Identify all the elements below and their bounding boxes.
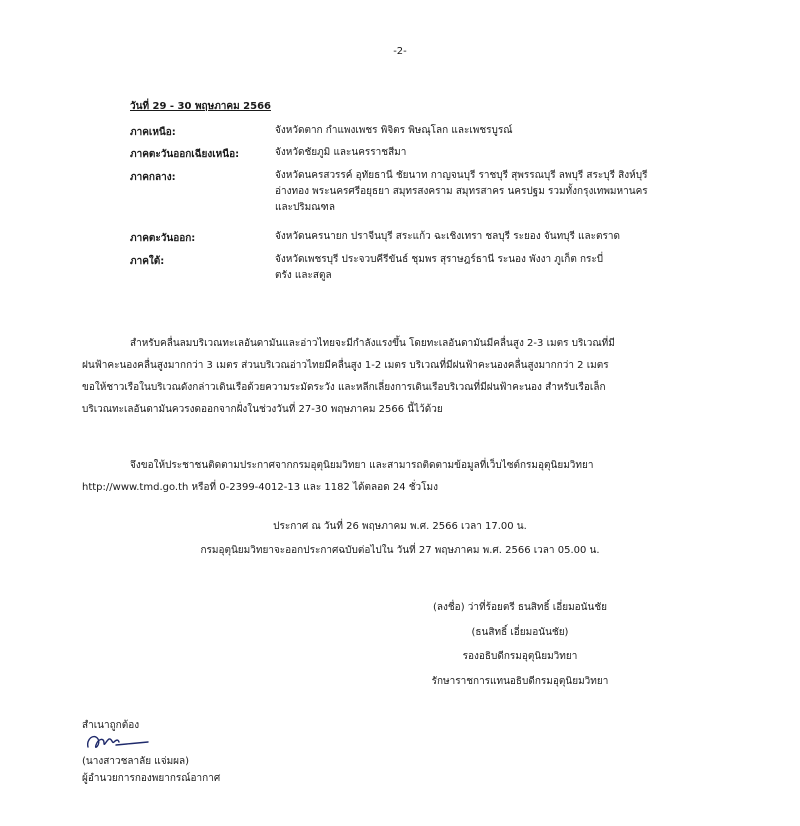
region-label-east: ภาคตะวันออก: bbox=[130, 233, 196, 244]
region-line: จังหวัดเพชรบุรี ประจวบคีรีขันธ์ ชุมพร สุราษฎร์ธานี ระนอง พังงา ภูเก็ต กระบี่ bbox=[275, 254, 604, 265]
region-label-central: ภาคกลาง: bbox=[130, 172, 176, 183]
signatory-title: รองอธิบดีกรมอุตุนิยมวิทยา bbox=[462, 651, 578, 662]
contact-paragraph bbox=[82, 455, 772, 499]
paragraph-line: บริเวณทะเลอันดามันควรงดออกจากฝั่งในช่วงวันที่ 27-30 พฤษภาคม 2566 นี้ไว้ด้วย bbox=[82, 404, 443, 415]
region-line: จังหวัดนครนายก ปราจีนบุรี สระแก้ว ฉะเชิงเทรา ชลบุรี ระยอง จันทบุรี และตราด bbox=[275, 231, 620, 242]
paragraph-line: http://www.tmd.go.th หรือที่ 0-2399-4012-13 และ 1182 ได้ตลอด 24 ชั่วโมง bbox=[82, 482, 438, 493]
region-text-south bbox=[275, 252, 727, 284]
signatory-name: (ธนสิทธิ์ เอี่ยมอนันชัย) bbox=[471, 627, 569, 638]
paragraph-line: ฝนฟ้าคะนองคลื่นสูงมากกว่า 3 เมตร ส่วนบริเวณอ่าวไทยมีคลื่นสูง 1-2 เมตร บริเวณที่มีฝนฟ้าคะนองคลื่นสูงมากกว่า 2 เมตร bbox=[82, 360, 609, 371]
announcement-date: ประกาศ ณ วันที่ 26 พฤษภาคม พ.ศ. 2566 เวลา 17.00 น. bbox=[273, 521, 527, 532]
region-line: ตรัง และสตูล bbox=[275, 270, 332, 281]
paragraph-line: สำหรับคลื่นลมบริเวณทะเลอันดามันและอ่าวไทยจะมีกำลังแรงขึ้น โดยทะเลอันดามันมีคลื่นสูง 2-3 เมตร บริเวณที่มี bbox=[130, 338, 615, 349]
region-line: จังหวัดนครสวรรค์ อุทัยธานี ชัยนาท กาญจนบุรี ราชบุรี สุพรรณบุรี ลพบุรี สระบุรี สิงห์บุรี bbox=[275, 170, 648, 181]
certified-label: สำเนาถูกต้อง bbox=[82, 720, 140, 731]
region-line: จังหวัดชัยภูมิ และนครราชสีมา bbox=[275, 147, 407, 158]
certified-name: (นางสาวชลาลัย แจ่มผล) bbox=[82, 756, 190, 767]
region-line: อ่างทอง พระนครศรีอยุธยา สมุทรสงคราม สมุทรสาคร นครปฐม รวมทั้งกรุงเทพมหานคร bbox=[275, 186, 648, 197]
region-label-south: ภาคใต้: bbox=[130, 256, 165, 267]
next-announcement: กรมอุตุนิยมวิทยาจะออกประกาศฉบับต่อไปใน วันที่ 27 พฤษภาคม พ.ศ. 2566 เวลา 05.00 น. bbox=[200, 545, 600, 556]
marine-warning-paragraph bbox=[82, 333, 772, 421]
signatory-acting-title: รักษาราชการแทนอธิบดีกรมอุตุนิยมวิทยา bbox=[431, 676, 609, 687]
region-text-northeast bbox=[275, 145, 727, 161]
paragraph-line: จึงขอให้ประชาชนติดตามประกาศจากกรมอุตุนิยมวิทยา และสามารถติดตามข้อมูลที่เว็บไซต์กรมอุตุนิยมวิทยา bbox=[130, 460, 594, 471]
region-text-east bbox=[275, 229, 727, 245]
date-heading: วันที่ 29 - 30 พฤษภาคม 2566 bbox=[130, 101, 271, 112]
region-line: จังหวัดตาก กำแพงเพชร พิจิตร พิษณุโลก และเพชรบูรณ์ bbox=[275, 125, 513, 136]
region-text-central bbox=[275, 168, 727, 216]
certified-title: ผู้อำนวยการกองพยากรณ์อากาศ bbox=[82, 773, 221, 784]
region-line: และปริมณฑล bbox=[275, 202, 335, 213]
signed-line: (ลงชื่อ) ว่าที่ร้อยตรี ธนสิทธิ์ เอี่ยมอนันชัย bbox=[432, 602, 607, 613]
page-number: -2- bbox=[393, 46, 407, 57]
region-label-northeast: ภาคตะวันออกเฉียงเหนือ: bbox=[130, 149, 240, 160]
paragraph-line: ขอให้ชาวเรือในบริเวณดังกล่าวเดินเรือด้วยความระมัดระวัง และหลีกเลี่ยงการเดินเรือบริเวณที่มีฝนฟ้าคะนอง สำหรับเรือเล็ก bbox=[82, 382, 606, 393]
region-text-north bbox=[275, 123, 727, 139]
region-label-north: ภาคเหนือ: bbox=[130, 127, 176, 138]
